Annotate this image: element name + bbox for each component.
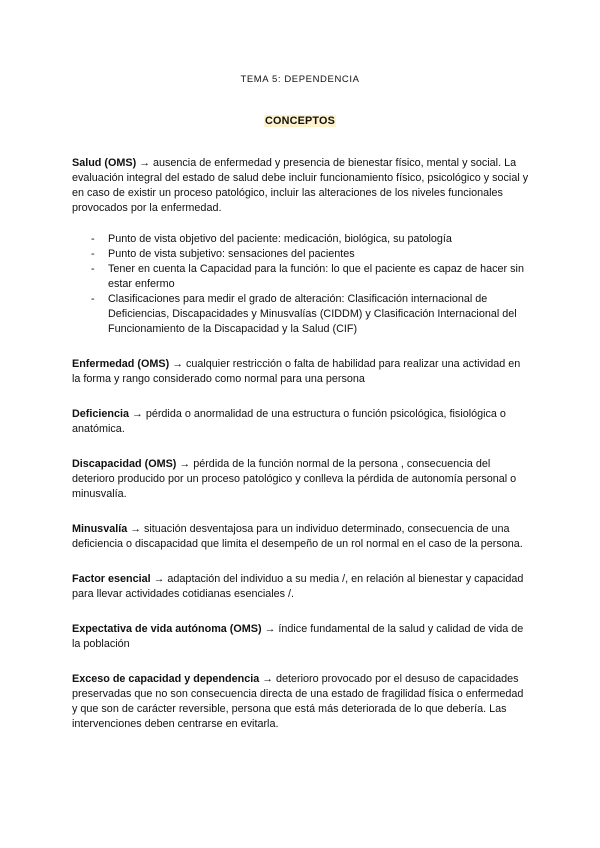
- definition-text: adaptación del individuo a su media /, en relación al bienestar y capacidad para llevar actividades cotidianas esenciales /.: [72, 573, 524, 600]
- definition-discapacidad: [72, 457, 530, 502]
- definition-text: ausencia de enfermedad y presencia de bienestar físico, mental y social. La evaluación integral del estado de salud debe incluir funcionamiento físico, psicológico y social y en caso de existir un proceso patológico, incluir las alteraciones de los niveles funcionales provocados por la enfermedad.: [72, 157, 529, 214]
- definition-term: Factor esencial: [72, 573, 151, 585]
- definition-factor-esencial: [72, 572, 530, 602]
- dash-bullet: -: [91, 293, 95, 305]
- definition-exceso-capacidad: [72, 672, 530, 732]
- list-item: [72, 232, 530, 247]
- arrow-glyph: →: [132, 408, 143, 420]
- section-title-text: CONCEPTOS: [265, 115, 335, 127]
- definition-term: Salud (OMS): [72, 157, 137, 169]
- list-item-text: Tener en cuenta la Capacidad para la función: lo que el paciente es capaz de hacer sin estar enfermo: [108, 263, 524, 290]
- arrow-glyph: →: [139, 157, 150, 169]
- arrow-glyph: →: [130, 523, 141, 535]
- definition-expectativa-vida: [72, 622, 530, 652]
- dash-bullet: -: [91, 263, 95, 275]
- definition-minusvalia: [72, 522, 530, 552]
- definition-text: situación desventajosa para un individuo determinado, consecuencia de una deficiencia o discapacidad que limita el desempeño de un rol normal en el caso de la persona.: [72, 523, 523, 550]
- definition-term: Minusvalía: [72, 523, 128, 535]
- definition-term: Enfermedad (OMS): [72, 358, 170, 370]
- arrow-glyph: →: [179, 458, 191, 470]
- definition-text: deterioro provocado por el desuso de capacidades preservadas que no son consecuencia directa de una estado de fragilidad física o enfermedad y que son de carácter reversible, persona que está más deteriorada de lo que debería. Las intervenciones deben centrarse en evitarla.: [72, 673, 524, 730]
- dash-bullet: -: [91, 233, 95, 245]
- definition-term: Deficiencia: [72, 408, 130, 420]
- arrow-glyph: →: [153, 573, 165, 585]
- definition-text: cualquier restricción o falta de habilidad para realizar una actividad en la forma y rango considerado como normal para una persona: [72, 358, 521, 385]
- salud-point-list: [72, 232, 530, 337]
- definition-text: pérdida o anormalidad de una estructura o función psicológica, fisiológica o anatómica.: [72, 408, 506, 435]
- document-body: [72, 156, 530, 752]
- section-title: [0, 114, 600, 129]
- list-item: [72, 262, 530, 292]
- document-header: [0, 72, 600, 87]
- list-item-text: Punto de vista objetivo del paciente: medicación, biológica, su patología: [108, 233, 452, 245]
- definition-deficiencia: [72, 407, 530, 437]
- definition-term: Exceso de capacidad y dependencia: [72, 673, 260, 685]
- definition-text: pérdida de la función normal de la persona , consecuencia del deterioro producido por un proceso patológico y conlleva la pérdida de autonomía personal o minusvalía.: [72, 458, 517, 500]
- definition-text: índice fundamental de la salud y calidad de vida de la población: [72, 623, 524, 650]
- list-item-text: Punto de vista subjetivo: sensaciones del pacientes: [108, 248, 355, 260]
- list-item-text: Clasificaciones para medir el grado de alteración: Clasificación internacional de Deficiencias, Discapacidades y Minusvalías (CIDDM) y Clasificación Internacional del Funcionamiento de la Discapacidad y la Salud (CIF): [108, 293, 517, 335]
- definition-salud: [72, 156, 530, 216]
- arrow-glyph: →: [172, 358, 183, 370]
- definition-enfermedad: [72, 357, 530, 387]
- list-item: [72, 247, 530, 262]
- header-title: TEMA 5: DEPENDENCIA: [240, 74, 360, 85]
- list-item: [72, 292, 530, 337]
- arrow-glyph: →: [264, 623, 276, 635]
- definition-term: Discapacidad (OMS): [72, 458, 177, 470]
- dash-bullet: -: [91, 248, 95, 260]
- definition-term: Expectativa de vida autónoma (OMS): [72, 623, 262, 635]
- arrow-glyph: →: [262, 673, 274, 685]
